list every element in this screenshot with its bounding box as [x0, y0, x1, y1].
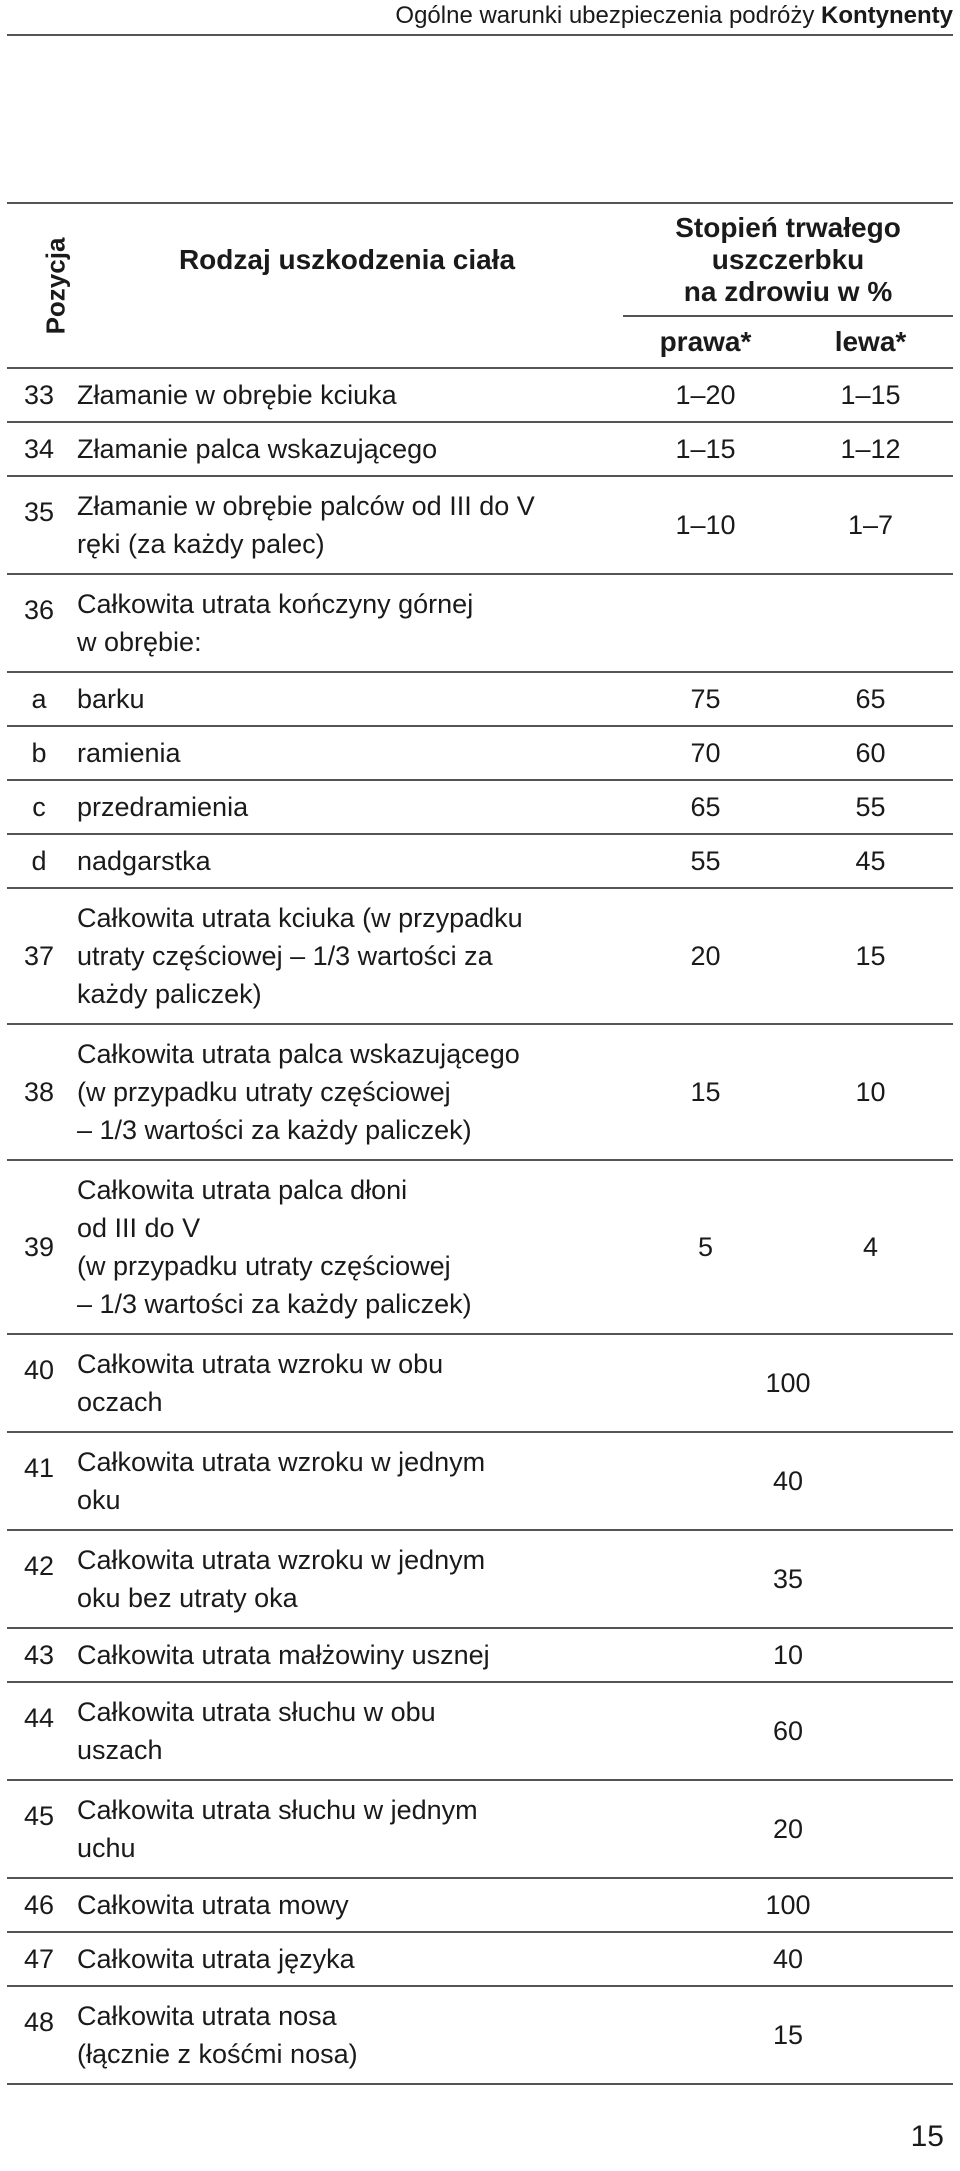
row-injury-description	[71, 1432, 623, 1530]
row-percentage-left: 4	[788, 1160, 953, 1334]
description-line: Całkowita utrata kciuka (w przypadku	[77, 903, 523, 933]
row-position: 39	[7, 1160, 71, 1334]
description-line: przedramienia	[77, 792, 249, 822]
row-percentage-left: 65	[788, 672, 953, 726]
row-position: 43	[7, 1628, 71, 1682]
header-spacer	[71, 316, 623, 368]
row-position: d	[7, 834, 71, 888]
row-injury-description	[71, 1334, 623, 1432]
row-position: 40	[7, 1334, 71, 1432]
table-row	[7, 834, 953, 888]
row-percentage-right: 15	[623, 1024, 788, 1160]
table-row	[7, 476, 953, 574]
row-percentage: 20	[623, 1780, 953, 1878]
description-line: uszach	[77, 1735, 163, 1765]
row-percentage-right: 65	[623, 780, 788, 834]
document-brand: Kontynenty	[821, 2, 953, 29]
description-line: Złamanie w obrębie kciuka	[77, 380, 397, 410]
row-percentage: 40	[623, 1932, 953, 1986]
row-injury-description	[71, 574, 623, 672]
row-percentage: 60	[623, 1682, 953, 1780]
row-position: 44	[7, 1682, 71, 1780]
description-line: – 1/3 wartości za każdy paliczek)	[77, 1115, 472, 1145]
description-line: Całkowita utrata kończyny górnej	[77, 589, 474, 619]
table-row	[7, 422, 953, 476]
row-position: 42	[7, 1530, 71, 1628]
injury-percentage-table	[7, 202, 953, 2085]
table-row	[7, 1160, 953, 1334]
row-percentage-right: 5	[623, 1160, 788, 1334]
running-header	[7, 0, 953, 36]
row-position: 45	[7, 1780, 71, 1878]
row-percentage-right: 75	[623, 672, 788, 726]
column-header-injury: Rodzaj uszkodzenia ciała	[178, 244, 516, 275]
row-percentage-right: 1–20	[623, 368, 788, 422]
row-percentage-left: 45	[788, 834, 953, 888]
description-line: Całkowita utrata wzroku w jednym	[77, 1545, 486, 1575]
description-line: Całkowita utrata języka	[77, 1944, 355, 1974]
row-percentage: 100	[623, 1878, 953, 1932]
description-line: (w przypadku utraty częściowej	[77, 1077, 451, 1107]
page-number: 15	[910, 2120, 944, 2153]
description-line: Całkowita utrata wzroku w obu	[77, 1349, 444, 1379]
table-row	[7, 368, 953, 422]
table-row	[7, 1334, 953, 1432]
description-line: Całkowita utrata nosa	[77, 2001, 337, 2031]
description-line: ręki (za każdy palec)	[77, 529, 325, 559]
row-percentage-right	[623, 574, 788, 672]
row-percentage-left: 1–12	[788, 422, 953, 476]
row-position: 46	[7, 1878, 71, 1932]
description-line: Złamanie w obrębie palców od III do V	[77, 491, 535, 521]
table-row	[7, 780, 953, 834]
row-injury-description	[71, 780, 623, 834]
row-position: 33	[7, 368, 71, 422]
row-position: 38	[7, 1024, 71, 1160]
description-line: Całkowita utrata słuchu w jednym	[77, 1795, 478, 1825]
column-header-position: Pozycja	[40, 237, 71, 334]
row-position: 48	[7, 1986, 71, 2084]
row-injury-description	[71, 726, 623, 780]
row-percentage-right: 70	[623, 726, 788, 780]
row-injury-description	[71, 1682, 623, 1780]
row-position: c	[7, 780, 71, 834]
column-header-left: lewa*	[788, 316, 953, 368]
table-row	[7, 1530, 953, 1628]
description-line: Całkowita utrata słuchu w obu	[77, 1697, 436, 1727]
row-percentage-left	[788, 574, 953, 672]
description-line: nadgarstka	[77, 846, 211, 876]
row-position: 47	[7, 1932, 71, 1986]
row-percentage-right: 1–10	[623, 476, 788, 574]
row-percentage-left: 1–15	[788, 368, 953, 422]
row-percentage: 100	[623, 1334, 953, 1432]
table-row	[7, 1682, 953, 1780]
description-line: Całkowita utrata palca wskazującego	[77, 1039, 520, 1069]
row-percentage-left: 55	[788, 780, 953, 834]
description-line: Całkowita utrata wzroku w jednym	[77, 1447, 486, 1477]
row-percentage-left: 1–7	[788, 476, 953, 574]
row-position: 34	[7, 422, 71, 476]
row-position: 37	[7, 888, 71, 1024]
column-header-right: prawa*	[623, 316, 788, 368]
row-injury-description	[71, 1530, 623, 1628]
row-injury-description	[71, 1160, 623, 1334]
row-injury-description	[71, 672, 623, 726]
document-title: Ogólne warunki ubezpieczenia podróży	[395, 2, 815, 29]
description-line: Całkowita utrata palca dłoni	[77, 1175, 408, 1205]
description-line: w obrębie:	[77, 627, 202, 657]
row-injury-description	[71, 834, 623, 888]
table-row	[7, 1628, 953, 1682]
row-percentage-left: 15	[788, 888, 953, 1024]
row-position: 41	[7, 1432, 71, 1530]
row-percentage-right: 20	[623, 888, 788, 1024]
row-injury-description	[71, 1986, 623, 2084]
description-line: uchu	[77, 1833, 136, 1863]
table-row	[7, 1986, 953, 2084]
description-line: każdy paliczek)	[77, 979, 262, 1009]
table-row	[7, 574, 953, 672]
table-row	[7, 672, 953, 726]
row-injury-description	[71, 368, 623, 422]
description-line: oku	[77, 1485, 121, 1515]
description-line: oku bez utraty oka	[77, 1583, 298, 1613]
row-percentage: 10	[623, 1628, 953, 1682]
description-line: utraty częściowej – 1/3 wartości za	[77, 941, 493, 971]
row-injury-description	[71, 1024, 623, 1160]
row-percentage: 15	[623, 1986, 953, 2084]
description-line: Złamanie palca wskazującego	[77, 434, 438, 464]
row-position: 36	[7, 574, 71, 672]
column-header-degree: Stopień trwałego uszczerbku na zdrowiu w %	[675, 211, 901, 307]
row-injury-description	[71, 1628, 623, 1682]
row-injury-description	[71, 1878, 623, 1932]
table-row	[7, 1932, 953, 1986]
table-row	[7, 1432, 953, 1530]
description-line: oczach	[77, 1387, 163, 1417]
description-line: barku	[77, 684, 145, 714]
table-row	[7, 888, 953, 1024]
description-line: ramienia	[77, 738, 181, 768]
row-percentage-left: 10	[788, 1024, 953, 1160]
row-injury-description	[71, 888, 623, 1024]
table-row	[7, 1780, 953, 1878]
description-line: od III do V	[77, 1213, 201, 1243]
description-line: (w przypadku utraty częściowej	[77, 1251, 451, 1281]
row-position: b	[7, 726, 71, 780]
table-row	[7, 1878, 953, 1932]
table-row	[7, 1024, 953, 1160]
row-percentage-right: 1–15	[623, 422, 788, 476]
row-position: a	[7, 672, 71, 726]
row-position: 35	[7, 476, 71, 574]
row-percentage: 40	[623, 1432, 953, 1530]
row-injury-description	[71, 422, 623, 476]
row-injury-description	[71, 476, 623, 574]
table-row	[7, 726, 953, 780]
description-line: (łącznie z kośćmi nosa)	[77, 2039, 358, 2069]
description-line: Całkowita utrata małżowiny usznej	[77, 1640, 490, 1670]
row-injury-description	[71, 1780, 623, 1878]
row-percentage-left: 60	[788, 726, 953, 780]
row-injury-description	[71, 1932, 623, 1986]
description-line: Całkowita utrata mowy	[77, 1890, 349, 1920]
row-percentage: 35	[623, 1530, 953, 1628]
description-line: – 1/3 wartości za każdy paliczek)	[77, 1289, 472, 1319]
row-percentage-right: 55	[623, 834, 788, 888]
